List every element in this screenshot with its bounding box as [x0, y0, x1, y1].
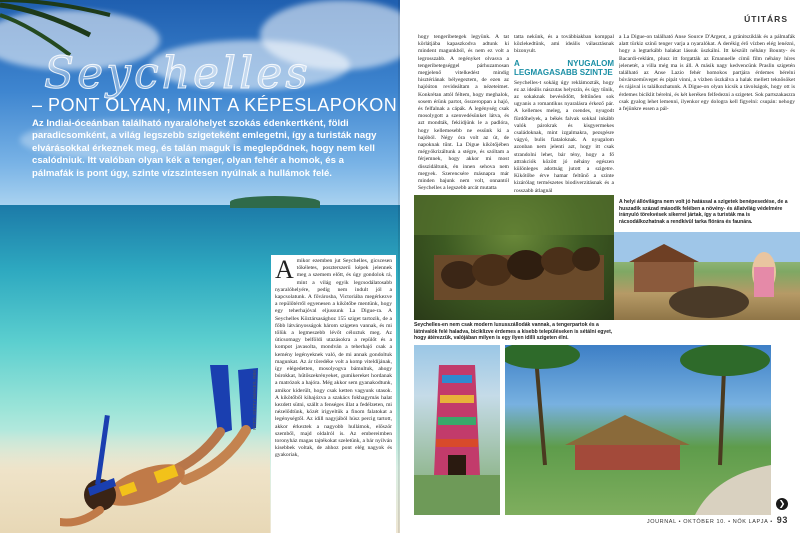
next-page-arrow-icon[interactable]: ❯	[776, 498, 788, 510]
photo-caption-right: A helyi állóvilágra nem volt jó hatással a szigetek benépesedése, de a huszadik század második felében a növény- és állatvilág védelmére irányuló törekvések sikerrel jártak, így a turisták ma is rácsodálkozhatnak a rendkívül tarka flórára és faunára.	[619, 199, 788, 225]
hindu-temple-photo	[414, 345, 500, 515]
section-tag: ÚTITÁRS	[744, 14, 788, 24]
col2-text: Seychelles-t sokáig úgy reklámozták, hogy ez az ideális nászutas helyszín, és úgy tűnik, az sokaknak bevésődött, feltűnően sok ugyanis a romantikus nyaralásra érkező pár. A kellemes meleg, a csendes, nyugodt fürdőhelyek, a békés falvak sokkal inkább valók párokrak és kisgyermekes családoknak, mint izgalmakra, pezsgésre vágyó, bulis fiataloknak. A nyugalom azonban nem jelenti azt, hogy itt csak strandolni lehet, bár tény, hogy a fő attrakciók között jó néhány egészen különleges adottság jutott a szigetre. Kikötőbe érve hamar feltűnő a szinte kizárólag természetes biodiverzitásnak és a rosszabb átlagnál	[514, 79, 614, 194]
col2-intro: tatta nekünk, és a továbbiakban komppal közlekedtünk, ami ideális választásnak bizonyult.	[514, 34, 614, 55]
article-lead: Az Indiai-óceánban található nyaralóhelyet szokás édenkertként, földi paradicsomként, a világ legszebb szigeteként emlegetni, így a turisták nagy elvárásokkal érkeznek meg, és talán maguk is meglepődnek, hogy nem kell csalódniuk. Itt valóban olyan kék a tenger, olyan fehér a homok, és a pálmafák is pont úgy, szinte vízszintesen nyúlnak a hullámok felé.	[32, 118, 377, 179]
island-silhouette	[230, 196, 320, 208]
photo-caption-bottom: Seychelles-en nem csak modern luxusszállodák vannak, a tengerpartok és a látnivalók felé haladva, biciklizve érdemes a kisebb településeken is sétálni egyet, hogy átérezzük, valójában milyen is egy ilyen idilli szigeten élni.	[414, 322, 613, 341]
photo-credit: FOTÓ: GETTY IMAGES, RBK	[252, 369, 257, 430]
body-column-1: hogy tengeribetegek legyünk. A tat körlátjába kapaszkodva adtunk ki mindent magunkból, és nem ez volt a legrosszabb. A regényket olvasva a tengeribetegséggel párhuzamosan megjelenő vitelkedést mindig hisztériának bélyegeztem, de ezen az hajóúton revideáltam a nézeteimet. Konkrétan attól féltem, hogy meghalok, sosem érünk partot, összeroppan a hajó, és felfalnak a cápák. A legénység csak mosolygott a szenvedésünket látva, és azt mondták, fekiidjünk le a padlóra, hogy kellemesebb ne essünk ki a hajóból. Négy óra volt az út, de napoknak tűnt. La Digue kikötőjében mégyökrizáltunk a stégre, és szóltam a férjemnek, hogy akkor mi most disszidáltunk, én innen sehova nem megyek. Szerencsére másnapra már minden bajunk nem volt, onnantól Seychelles a legszebb arcát mutatta	[418, 34, 509, 192]
giant-tortoise-photo	[614, 232, 800, 320]
article-title: Seychelles	[44, 48, 311, 99]
drop-cap: A	[275, 255, 294, 284]
body-text-left: mikor ezemben jut Seychelles, gicscesen tökéletes, poszterszerű képek jelennek meg a szemem előtt, és úgy gondolok rá, mint a világ egyik legcsodálatosabb nyaralóhelyére, pedig nem indult jól a kapcsolatunk. A fővárosba, Victoriába megérkezve a repülőtérről egyenesen a kikötőbe mentünk, hogy egy teherhajóval eljussunk La Digue-ra. A Seychelles Köztársasághoz 155 sziget tartozik, de a főbb látványosságok három szigeten vannak, és mi tőlük a legmeszebb lévőt céloztuk meg. Az úticsomagy belföldi utazásokra a repülőt és a kompot javasolta, mondván a teherhajó csak a kemény legényeknek való, de mi annak gondoltuk magunkat. Az ár töredéke volt a komp viteldíjának, így elégedetten, mosolyogva bámultuk, ahogy búrokkat, hűtőszekrényeket, gumikereket hordanak a matrózok a hajóra. Még akkor sem gyanakodtunk, amikor kiderült, hogy csak ketten vagyunk utasok. A kikötőből kihajózva a szakács fokhagymás halat kezdett sütni, szállt a fenséges illat a fedélzeten, mi nézelődtünk, közét irigyeltük a finom falatokat a legénységtől. Az idill nagyjából húsz percig tartott, akkor érkeztek a nagyobb hullámok, először szemből, majd oldalról is. Az embereimben toronyház magas tajtékokat szeletünk, a bár nyilván kisebbek voltak, de ahhoz pont elég nagyok és gyakoriak,	[275, 258, 392, 459]
page-footer	[647, 515, 788, 525]
section-heading: A NYUGALOM LEGMAGASABB SZINTJE	[514, 58, 614, 77]
footer-issue: JOURNAL • OKTÓBER 10. • NŐK LAPJA •	[646, 519, 773, 525]
coco-de-mer-seeds-photo	[414, 195, 614, 320]
thatched-hut-photo	[505, 345, 771, 515]
body-column-left	[271, 255, 396, 533]
body-column-3: a La Digue-on található Anse Source D'Argent, a gránitsziklák és a pálmafák alatt türkiz színű tenger varja a nyaralókat. A derékig érő vízben elég lenézni, hogy a legtarkább halakat lássuk üszkálni. Itt készült néhány Bounty- és Bacardi-reklám, plusz itt forgatták az Emanuelle című film néhány híres jelenetét, a villa még ma is áll. A másik nagy kedvencünk Praslin szigetén található az Anse Lazio fehér homokos partjára érdemes bérelni búvárszemüveget és pipát vinni, a vízben üszkálva a halak mellett teknősöket és rájával is találkozhatunk. A Digue-on olyan kicsik a távolságok, hogy ott is érdemes biciklit bérelni, és két keréken felfedezni a szigetet. Sok partszakaszra csak gyalog lehet lemenni, ilyenkor egy dologra kell figyelni: csupán: nehogy a fejünkre essen a pál-	[619, 34, 795, 113]
woman-snorkeling-image	[60, 360, 300, 530]
page-number: 93	[776, 515, 788, 525]
article-subtitle: – PONT OLYAN, MINT A KÉPESLAPOKON	[32, 95, 398, 115]
